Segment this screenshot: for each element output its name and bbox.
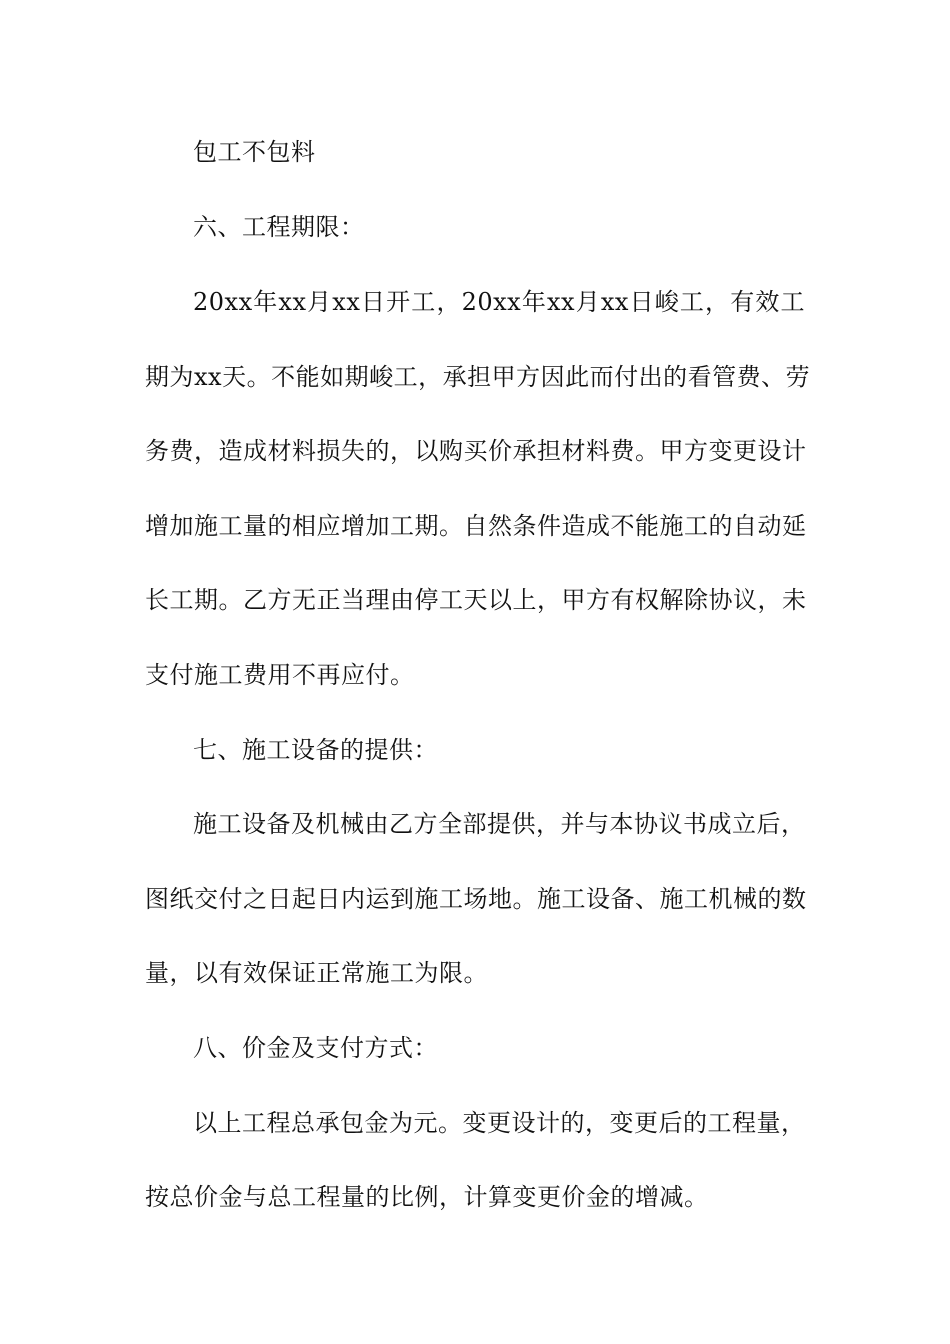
paragraph-line: 以上工程总承包金为元。变更设计的，变更后的工程量， (193, 1109, 806, 1137)
paragraph-line: 期为xx天。不能如期峻工，承担甲方因此而付出的看管费、劳 (145, 363, 811, 391)
paragraph-line: 长工期。乙方无正当理由停工天以上，甲方有权解除协议，未 (145, 586, 807, 614)
section-heading-8: 八、价金及支付方式： (193, 1034, 438, 1062)
paragraph-line: 图纸交付之日起日内运到施工场地。施工设备、施工机械的数 (145, 885, 807, 913)
paragraph-line: 施工设备及机械由乙方全部提供，并与本协议书成立后， (193, 810, 806, 838)
paragraph-line: 量，以有效保证正常施工为限。 (145, 959, 488, 987)
paragraph-line: 支付施工费用不再应付。 (145, 661, 415, 689)
section-heading-6: 六、工程期限： (193, 213, 365, 241)
paragraph-line: 务费，造成材料损失的，以购买价承担材料费。甲方变更设计 (145, 437, 807, 465)
section-heading-7: 七、施工设备的提供： (193, 736, 438, 764)
paragraph-line: 包工不包料 (193, 138, 316, 166)
paragraph-line: 按总价金与总工程量的比例，计算变更价金的增减。 (145, 1183, 709, 1211)
paragraph-line: 增加施工量的相应增加工期。自然条件造成不能施工的自动延 (145, 512, 807, 540)
paragraph-line: 20xx年xx月xx日开工，20xx年xx月xx日峻工，有效工 (193, 288, 805, 316)
